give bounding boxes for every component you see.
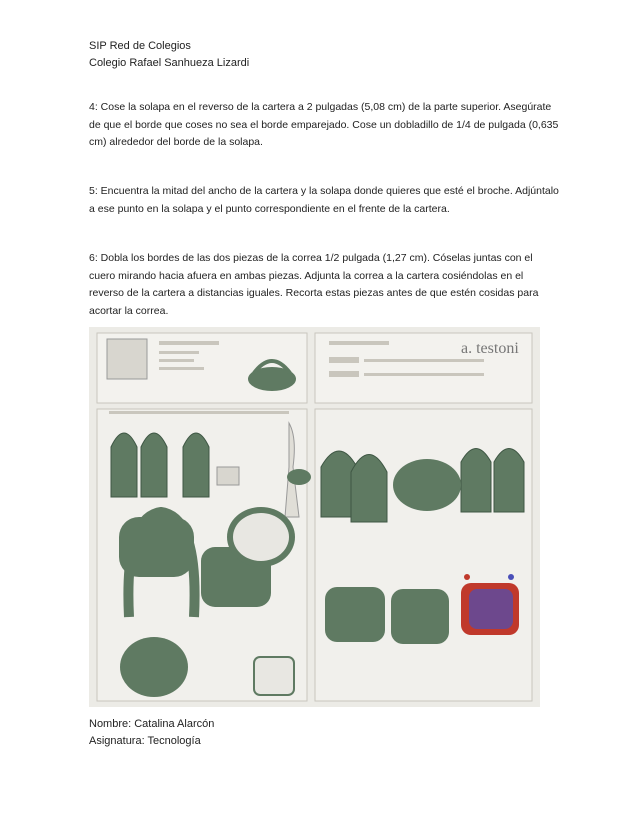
school-name: Colegio Rafael Sanhueza Lizardi (89, 57, 250, 69)
handbag-design-sheet-image (89, 327, 540, 707)
school-network: SIP Red de Colegios (89, 40, 191, 52)
subject: Asignatura: Tecnología (89, 735, 201, 747)
document-footer (89, 716, 214, 750)
step-4-paragraph: 4: Cose la solapa en el reverso de la cartera a 2 pulgadas (5,08 cm) de la parte superior. Asegúrate de que el borde que coses no sea el borde emparejado. Cose un dobladillo de 1/4 de pulgada (0,635 cm) alrededor del borde de la solapa. (89, 101, 559, 148)
step-6-paragraph: 6: Dobla los bordes de las dos piezas de la correa 1/2 pulgada (1,27 cm). Cóselas juntas con el cuero mirando hacia afuera en ambas piezas. Adjunta la correa a la cartera cosiéndolas en el reverso de la cartera a distancias iguales. Recorta estas piezas antes de que estén cosidas para acortar la correa. (89, 252, 539, 317)
document-header (89, 38, 249, 72)
student-name: Nombre: Catalina Alarcón (89, 718, 215, 730)
step-5-paragraph: 5: Encuentra la mitad del ancho de la cartera y la solapa donde quieres que esté el broche. Adjúntalo a ese punto en la solapa y el punto correspondiente en el frente de la cartera. (89, 185, 559, 215)
brand-logo: a. testoni (461, 340, 519, 357)
